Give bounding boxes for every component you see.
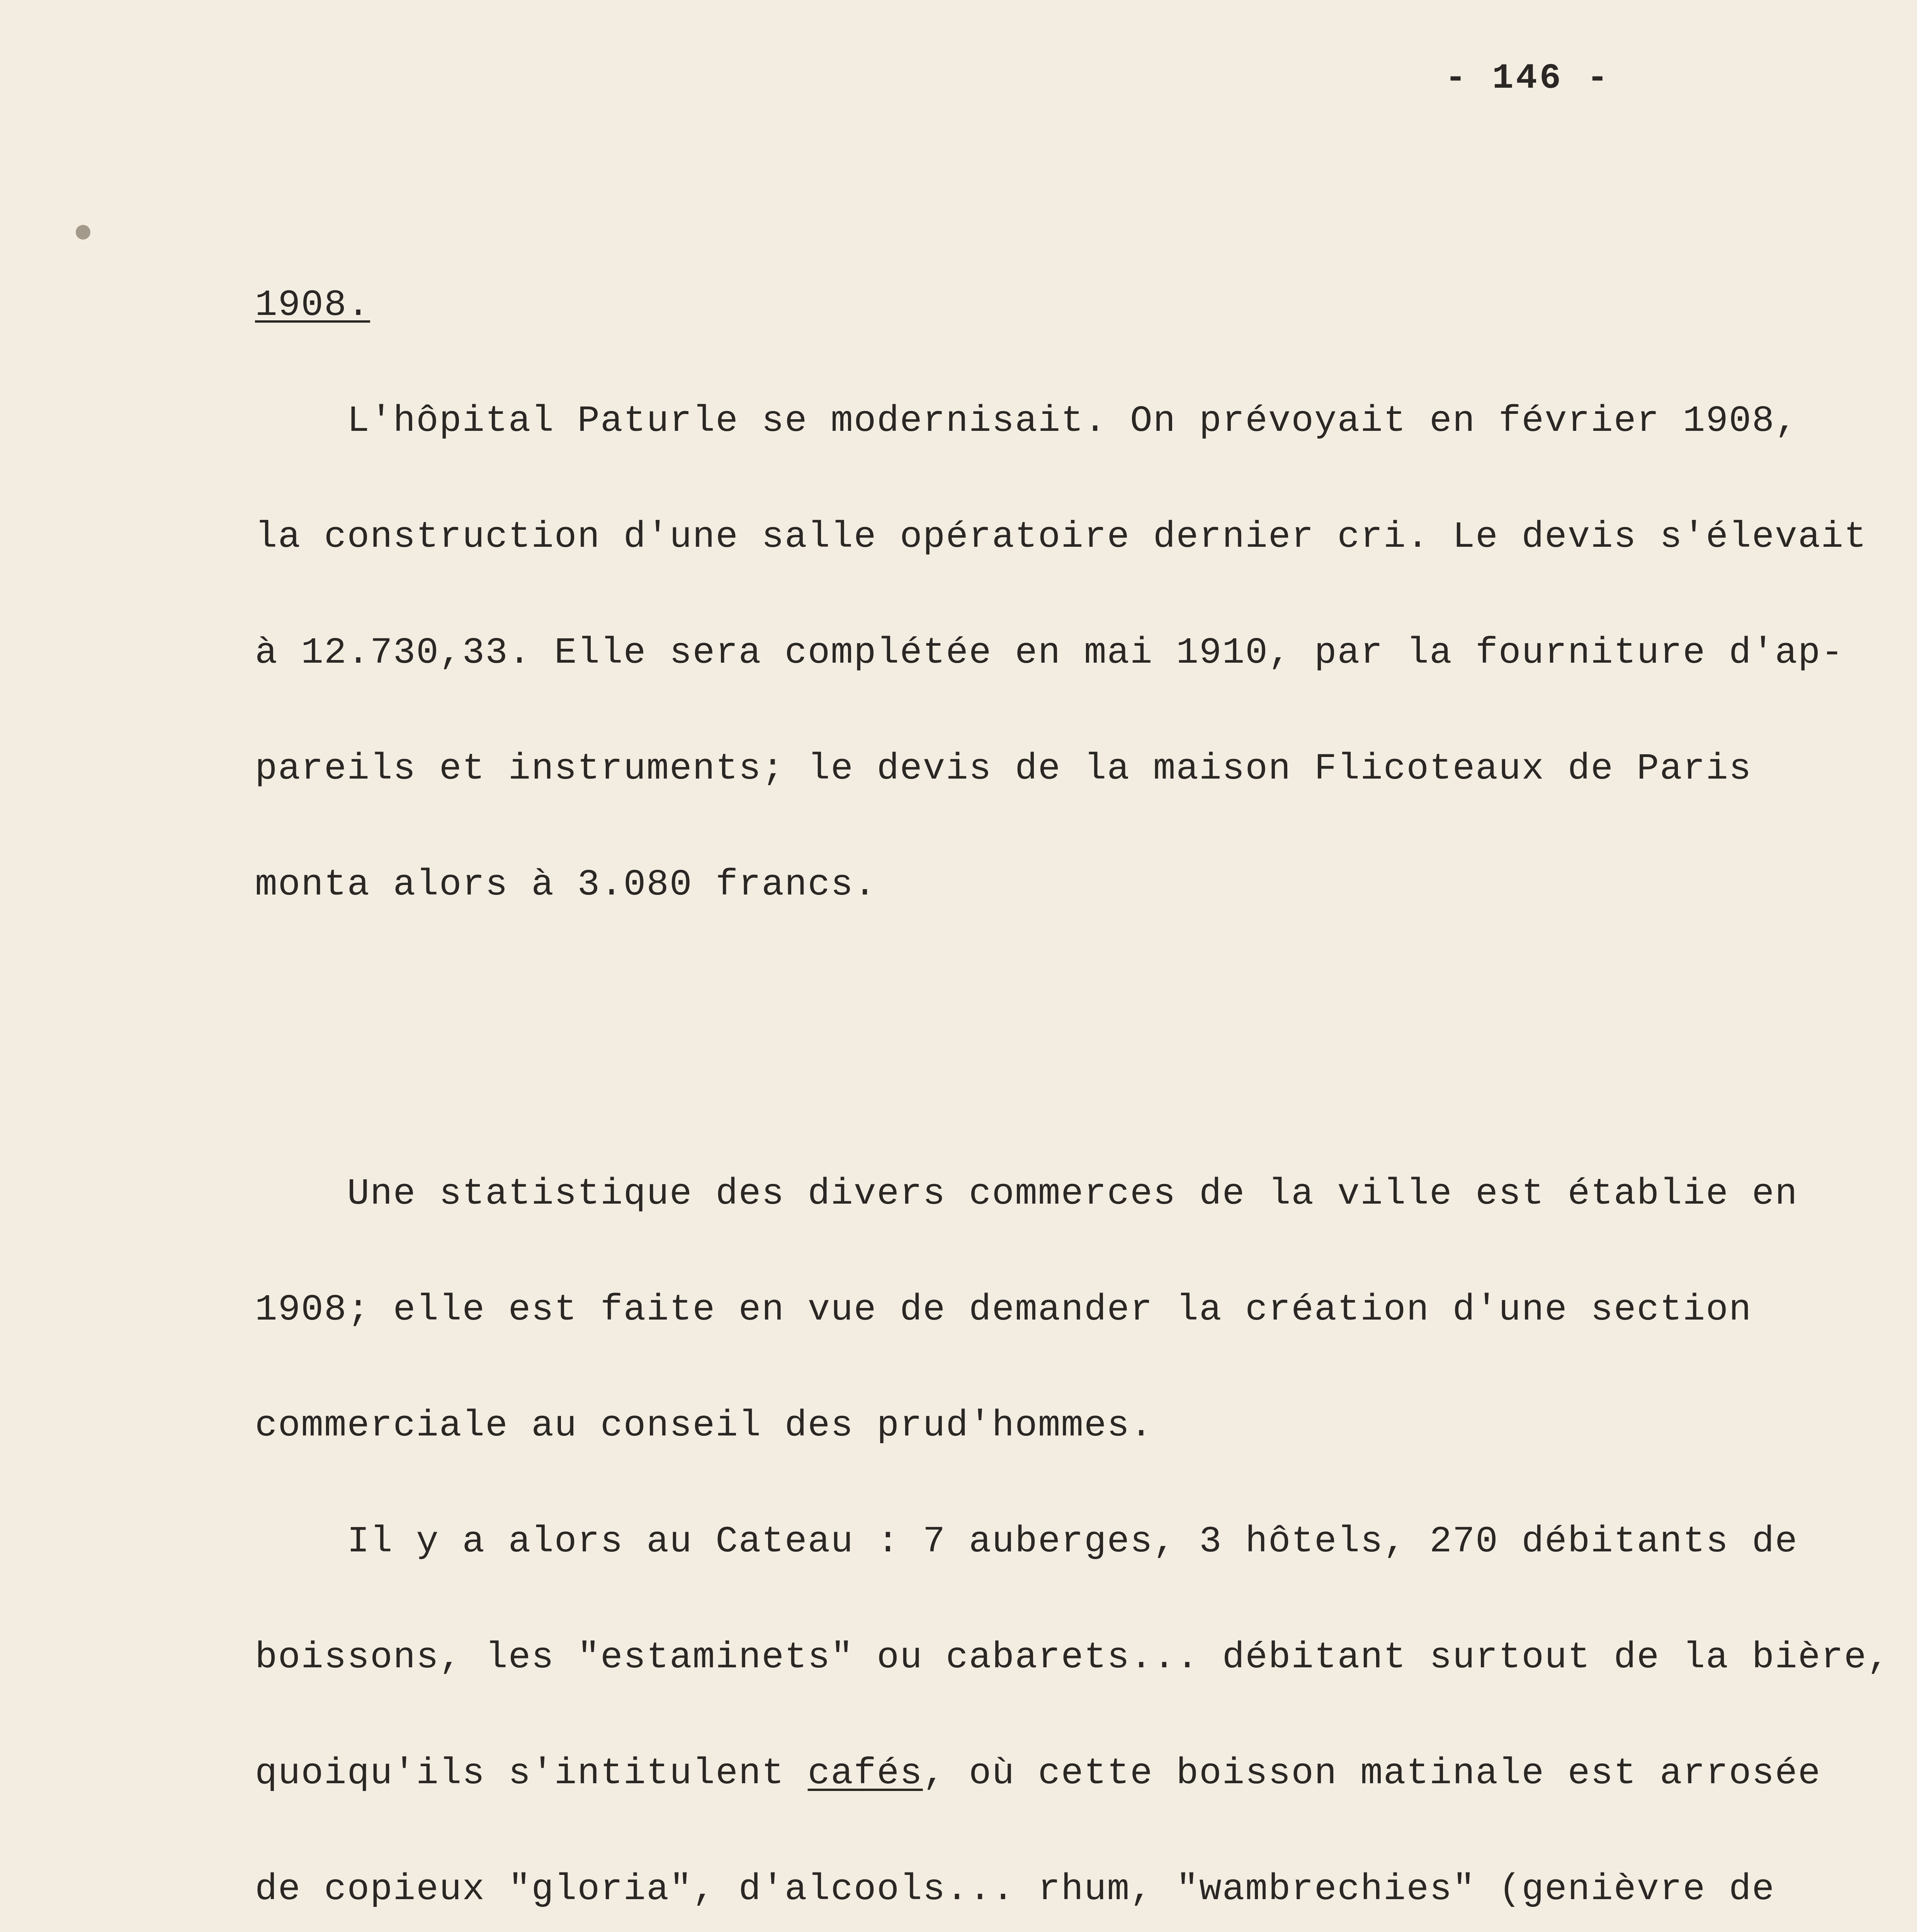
text-line: commerciale au conseil des prud'hommes.	[255, 1405, 1153, 1447]
punch-hole	[76, 225, 90, 240]
page-number: - 146 -	[1445, 58, 1611, 99]
text-line: L'hôpital Paturle se modernisait. On prévoyait en février 1908,	[255, 400, 1798, 442]
text-line: boissons, les "estaminets" ou cabarets... débitant surtout de la bière,	[255, 1636, 1890, 1679]
text-line: à 12.730,33. Elle sera complétée en mai 1910, par la fourniture d'ap-	[255, 632, 1844, 674]
text-line: la construction d'une salle opératoire dernier cri. Le devis s'élevait	[255, 516, 1867, 558]
text-line: Il y a alors au Cateau : 7 auberges, 3 hôtels, 270 débitants de	[255, 1520, 1798, 1563]
underlined-word: cafés	[807, 1752, 923, 1794]
text-line: Une statistique des divers commerces de la ville est établie en	[255, 1173, 1798, 1215]
text-line: monta alors à 3.080 francs.	[255, 864, 877, 906]
text-line: de copieux "gloria", d'alcools... rhum, "wambrechies" (genièvre de	[255, 1868, 1775, 1910]
text-line: quoiqu'ils s'intitulent cafés, où cette boisson matinale est arrosée	[255, 1752, 1821, 1794]
heading-1908: 1908.	[255, 284, 370, 326]
text-line: pareils et instruments; le devis de la maison Flicoteaux de Paris	[255, 748, 1752, 790]
document-body	[255, 170, 1897, 1932]
text-line: 1908; elle est faite en vue de demander la création d'une section	[255, 1289, 1752, 1331]
